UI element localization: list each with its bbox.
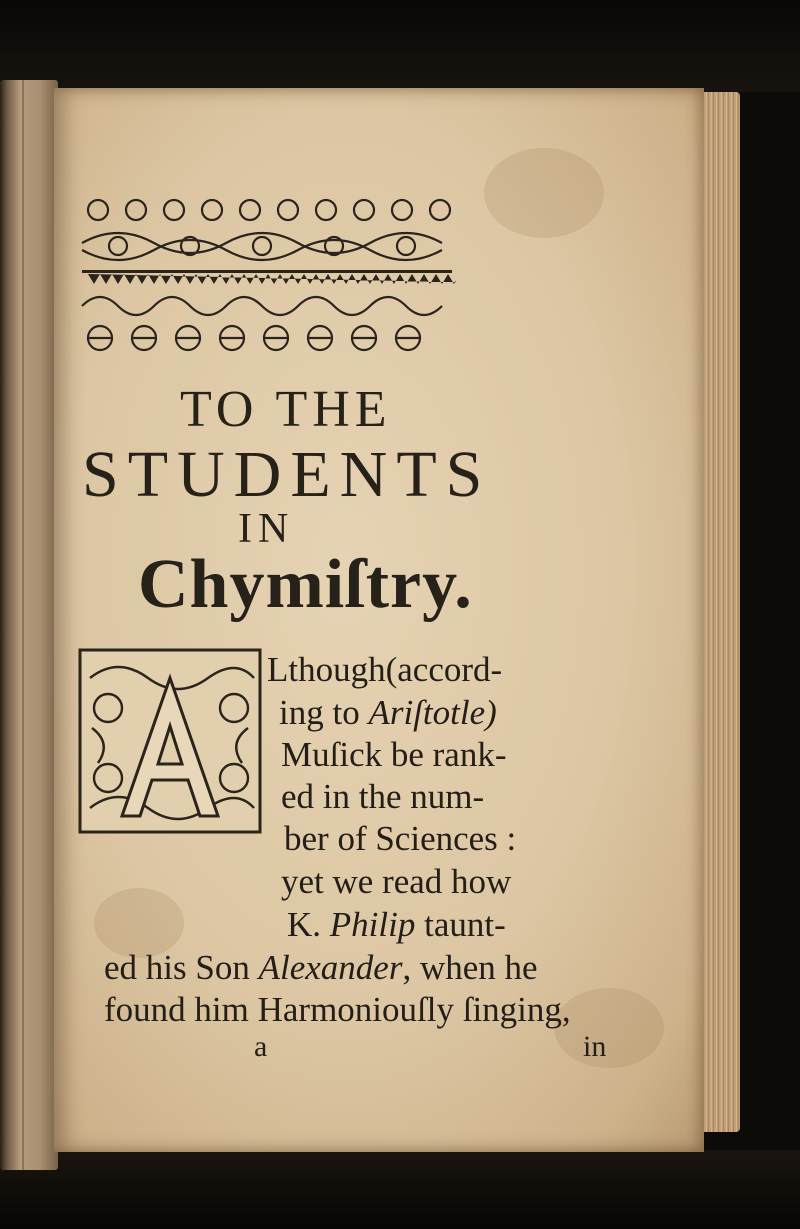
body-line-5: ber of Sciences : xyxy=(284,819,517,858)
heading-in: IN xyxy=(238,506,295,552)
body-line-6: yet we read how xyxy=(281,862,512,901)
body-line-2: ing to Ariſtotle) xyxy=(279,693,497,732)
body-line-7: K. Philip taunt- xyxy=(287,905,506,944)
heading-students: STUDENTS xyxy=(82,438,492,511)
catchword: in xyxy=(583,1030,607,1063)
body-line-8: ed his Son Alexander, when he xyxy=(104,948,538,987)
signature-mark: a xyxy=(254,1030,268,1063)
heading-chymistry: Chymiſtry. xyxy=(138,546,473,623)
floral-ornament-icon xyxy=(78,188,456,358)
body-line-4: ed in the num- xyxy=(281,777,485,816)
body-line-3: Muſick be rank- xyxy=(281,735,507,774)
body-line-1: Lthough(accord- xyxy=(267,650,503,689)
left-page-edge xyxy=(0,80,58,1170)
background-bottom xyxy=(0,1150,800,1229)
heading-to-the: TO THE xyxy=(180,381,392,438)
background-top xyxy=(0,0,800,92)
body-line-9: found him Harmoniouſly ſinging, xyxy=(104,990,571,1029)
drop-cap-initial-icon xyxy=(78,648,262,834)
